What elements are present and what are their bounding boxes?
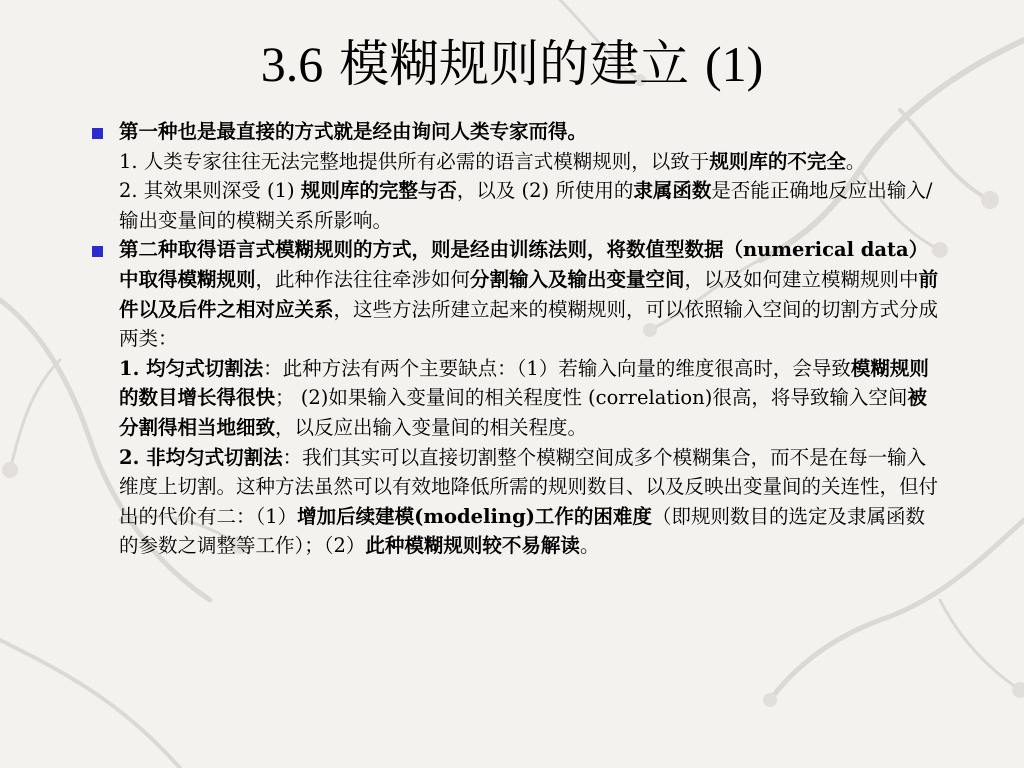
title-main: 模糊规则的建立 — [339, 35, 690, 93]
bullet-square-icon — [92, 246, 103, 257]
sub-item-2-part2: ，以及 (2) 所使用的 — [456, 179, 634, 203]
method-1-bold2: 被分割得相当地细致 — [119, 386, 927, 439]
method-1-label: 1. 均匀式切割法 — [119, 356, 264, 380]
method-1-part2: ； (2)如果输入变量间的相关程度性 (correlation)很高，将导致输入空间 — [275, 386, 908, 410]
method-1-bold1: 模糊规则的数目增长得很快 — [119, 356, 929, 410]
bullet-2-bold2: 分割输入及输出变量空间 — [470, 267, 685, 291]
method-2-part3: 。 — [579, 534, 600, 558]
sub-item-1-prefix: 1. 人类专家往往无法完整地提供所有必需的语言式模糊规则，以致于 — [119, 149, 710, 173]
sub-item-1-suffix: 。 — [845, 149, 866, 173]
sub-item-2-part3: 是否能正确地反应出输入/输出变量间的模糊关系所影响。 — [119, 179, 933, 232]
bullet-2-bold3: 前件以及后件之相对应关系 — [119, 267, 939, 321]
bullet-square-icon — [92, 128, 103, 139]
bullet-2-part1: ，此种作法往往牵涉如何 — [255, 267, 471, 291]
bullet-2-part2: ，以及如何建立模糊规则中 — [684, 267, 919, 291]
method-2-part2: （即规则数目的选定及隶属函数的参数之调整等工作）；（2） — [119, 504, 925, 558]
method-1-part3: ，以反应出输入变量间的相关程度。 — [275, 415, 588, 439]
method-2-bold1: 增加后续建模(modeling)工作的困难度 — [297, 504, 652, 528]
title-number: 3.6 — [260, 36, 324, 92]
method-1-part1: ：此种方法有两个主要缺点：（1）若输入向量的维度很高时，会导致 — [263, 356, 851, 380]
method-2-bold2: 此种模糊规则较不易解读 — [365, 534, 580, 558]
bullet-point-1 — [92, 117, 940, 147]
method-2-part1: ：我们其实可以直接切割整个模糊空间成多个模糊集合，而不是在每一输入维度上切割。这种方法虽然可以有效地降低所需的规则数目、以及反映出变量间的关连性，但付出的代价有二：（1） — [119, 445, 939, 528]
bullet-point-2 — [92, 235, 940, 353]
bullet-1-text: 第一种也是最直接的方式就是经由询问人类专家而得。 — [119, 120, 588, 143]
slide-body — [92, 117, 940, 561]
slide-title — [0, 34, 1024, 94]
sub-item-2-bold1: 规则库的完整与否 — [300, 179, 457, 203]
method-2-label: 2. 非均匀式切割法 — [119, 445, 283, 469]
sub-item-2-part1: 2. 其效果则深受 (1) — [119, 179, 301, 203]
method-1 — [92, 354, 940, 443]
sub-item-2 — [92, 176, 940, 235]
sub-item-2-bold2: 隶属函数 — [633, 179, 712, 203]
title-suffix: (1) — [705, 36, 764, 92]
bullet-2-bold1: 第二种取得语言式模糊规则的方式，则是经由训练法则，将数值型数据（numerical data）中取得模糊规则 — [119, 238, 929, 291]
method-2 — [92, 443, 940, 561]
sub-item-1-bold: 规则库的不完全 — [709, 149, 846, 173]
sub-item-1 — [92, 147, 940, 177]
bullet-2-part3: ，这些方法所建立起来的模糊规则，可以依照输入空间的切割方式分成两类： — [119, 297, 939, 351]
